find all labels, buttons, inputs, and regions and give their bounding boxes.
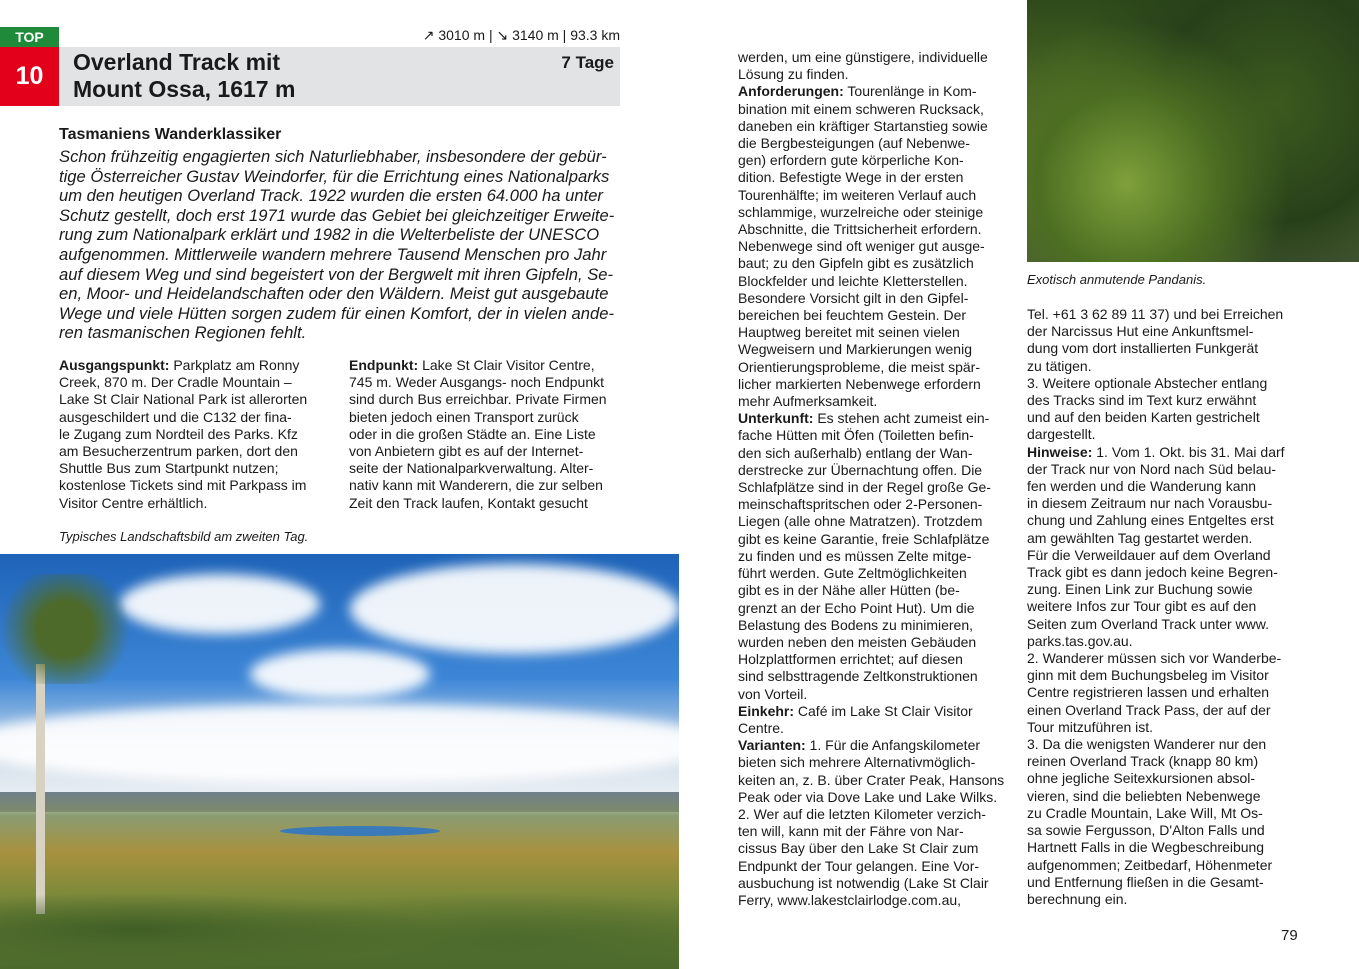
subtitle: Tasmaniens Wanderklassiker	[59, 126, 282, 143]
start-text: Parkplatz am Ronny Creek, 870 m. Der Cradle Mountain – Lake St Clair National Park ist allerorten ausgeschildert und die C132 der fina- le Zugang zum Nordteil des Parks. Kfz am Besucherzentrum parken, dort den Shuttle Bus zum Startpunkt nutzen; kostenlose Tickets sind mit Parkpass im Visitor Centre erhältlich.	[59, 357, 308, 511]
page-number: 79	[1281, 927, 1298, 944]
intro-text: Schon frühzeitig engagierten sich Naturliebhaber, insbesondere der gebür- tige Österreicher Gustav Weindorfer, für die Errichtung eines Nationalparks um den heutigen Overland Track. 1922 wurden die ersten 64.000 ha unter Schutz gestellt, doch erst 1971 wurde das Gebiet bei gleichzeitiger Erweite- rung zum Nationalpark erklärt und 1982 in die Welterbeliste der UNESCO aufgenommen. Mittlerweile wandern mehrere Tausend Menschen pro Jahr auf diesem Weg und sind begeistert von der Bergwelt mit ihren Gipfeln, Se- en, Moor- und Heidelandschaften oder den Wäldern. Meist gut ausgebaute Wege und viele Hütten sorgen zudem für einen Komfort, der in vielen ande- ren tasmanischen Regionen fehlt.	[59, 147, 615, 343]
notes-label: Hinweise:	[1027, 443, 1093, 460]
right-column-2	[1027, 306, 1317, 908]
notes-text: 1. Vom 1. Okt. bis 31. Mai darf der Track nur von Nord nach Süd belau- fen werden und die Wanderung kann in diesem Zeitraum nur nach Vorausbu- chung und Zahlung eines Entgeltes erst am gewählten Tag gestartet werden. Für die Verweildauer auf dem Overland Track gibt es dann jedoch keine Begren- zung. Einen Link zur Buchung sowie weitere Infos zur Tour gibt es auf den Seiten zum Overland Track unter www. parks.tas.gov.au. 2. Wanderer müssen sich vor Wanderbe- ginn mit dem Buchungsbeleg im Visitor Centre registrieren lassen und erhalten einen Overland Track Pass, der auf der Tour mitzuführen ist. 3. Da die wenigsten Wanderer nur den reinen Overland Track (knapp 80 km) ohne jegliche Seitexkursionen absol- vieren, sind die beliebten Nebenwege zu Cradle Mountain, Lake Will, Mt Os- sa sowie Fergusson, D'Alton Falls und Hartnett Falls in die Wegbeschreibung aufgenommen; Zeitbedarf, Höhenmeter und Entfernung fließen in die Gesamt- berechnung ein.	[1027, 443, 1285, 907]
duration: 7 Tage	[561, 53, 614, 72]
end-point-paragraph	[349, 357, 629, 512]
tour-number-badge: 10	[0, 47, 59, 106]
landscape-photo	[0, 554, 679, 969]
refreshment-label: Einkehr:	[738, 702, 795, 719]
top-badge: TOP	[0, 27, 59, 47]
variants-label: Varianten:	[738, 737, 806, 754]
requirements-text: Tourenlänge in Kom- bination mit einem schweren Rucksack, daneben ein kräftiger Startanstieg sowie die Bergbesteigungen (auf Nebenwe- gen) erfordern gute körperliche Kon- dition. Befestigte Wege in der ersten Tourenhälfte; im weiteren Verlauf auch schlammige, wurzelreiche oder steinige Abschnitte, die Trittsicherheit erfordern. Nebenwege sind oft weniger gut ausge- baut; zu den Gipfeln gibt es zusätzlich Blockfelder und leichte Kletterstellen. Besondere Vorsicht gilt in den Gipfel- bereichen bei feuchtem Gestein. Der Hauptweg bereitet mit seinen vielen Wegweisern und Markierungen wenig Orientierungsprobleme, die meist spär- licher markierten Nebenwege erfordern mehr Aufmerksamkeit.	[738, 83, 988, 410]
accommodation-label: Unterkunft:	[738, 410, 814, 427]
lead-text: Tel. +61 3 62 89 11 37) und bei Erreichen der Narcissus Hut eine Ankunftsmel- dung vom dort installierten Funkgerät zu tätigen. 3. Weitere optionale Abstecher entlang des Tracks sind im Text kurz erwähnt und auf den beiden Karten gestrichelt dargestellt.	[1027, 306, 1284, 443]
page-title: Overland Track mit Mount Ossa, 1617 m	[73, 49, 296, 102]
accommodation-text: Es stehen acht zumeist ein- fache Hütten mit Öfen (Toiletten befin- den sich außerhalb) entlang der Wan- derstrecke zur Übernachtung offen. Die Schlafplätze sind in der Regel große Ge- meinschaftspritschen oder 2-Personen- Liegen (alle ohne Matratzen). Trotzdem gibt es keine Garantie, freie Schlafplätze zu finden und es müssen Zelte mitge- führt werden. Gute Zeltmöglichkeiten gibt es in der Nähe aller Hütten (be- grenzt an der Echo Point Hut). Um die Belastung des Bodens zu minimieren, wurden neben den meisten Gebäuden Holzplattformen errichtet; auf diesen sind selbsttragende Zeltkonstruktionen von Vorteil.	[738, 410, 991, 702]
lead-text: werden, um eine günstigere, individuelle Lösung zu finden.	[738, 49, 988, 83]
refreshment-text: Café im Lake St Clair Visitor Centre.	[738, 702, 973, 736]
variants-text: 1. Für die Anfangskilometer bieten sich mehrere Alternativmöglich- keiten an, z. B. über Crater Peak, Hansons Peak oder via Dove Lake und Lake Wilks. 2. Wer auf die letzten Kilometer verzich- ten will, kann mit der Fähre von Nar- cissus Bay über den Lake St Clair zum Endpunkt der Tour gelangen. Eine Vor- ausbuchung ist notwendig (Lake St Clair Ferry, www.lakestclairlodge.com.au,	[738, 737, 1005, 908]
tour-stats: ↗ 3010 m | ↘ 3140 m | 93.3 km	[422, 27, 620, 43]
start-point-paragraph	[59, 357, 344, 512]
end-label: Endpunkt:	[349, 357, 419, 373]
requirements-label: Anforderungen:	[738, 83, 844, 100]
right-column-1	[738, 49, 1023, 909]
pandanis-photo	[1027, 0, 1359, 262]
photo-caption-right: Exotisch anmutende Pandanis.	[1027, 272, 1207, 287]
start-label: Ausgangspunkt:	[59, 357, 170, 373]
end-text: Lake St Clair Visitor Centre, 745 m. Weder Ausgangs- noch Endpunkt sind durch Bus erreichbar. Private Firmen bieten jedoch einen Transport zurück oder in die großen Städte an. Eine Liste von Anbietern gibt es auf der Internet- seite der Nationalparkverwaltung. Alter- nativ kann mit Wanderern, die zur selben Zeit den Track laufen, Kontakt gesucht	[349, 357, 607, 511]
photo-caption-left: Typisches Landschaftsbild am zweiten Tag.	[59, 529, 309, 544]
